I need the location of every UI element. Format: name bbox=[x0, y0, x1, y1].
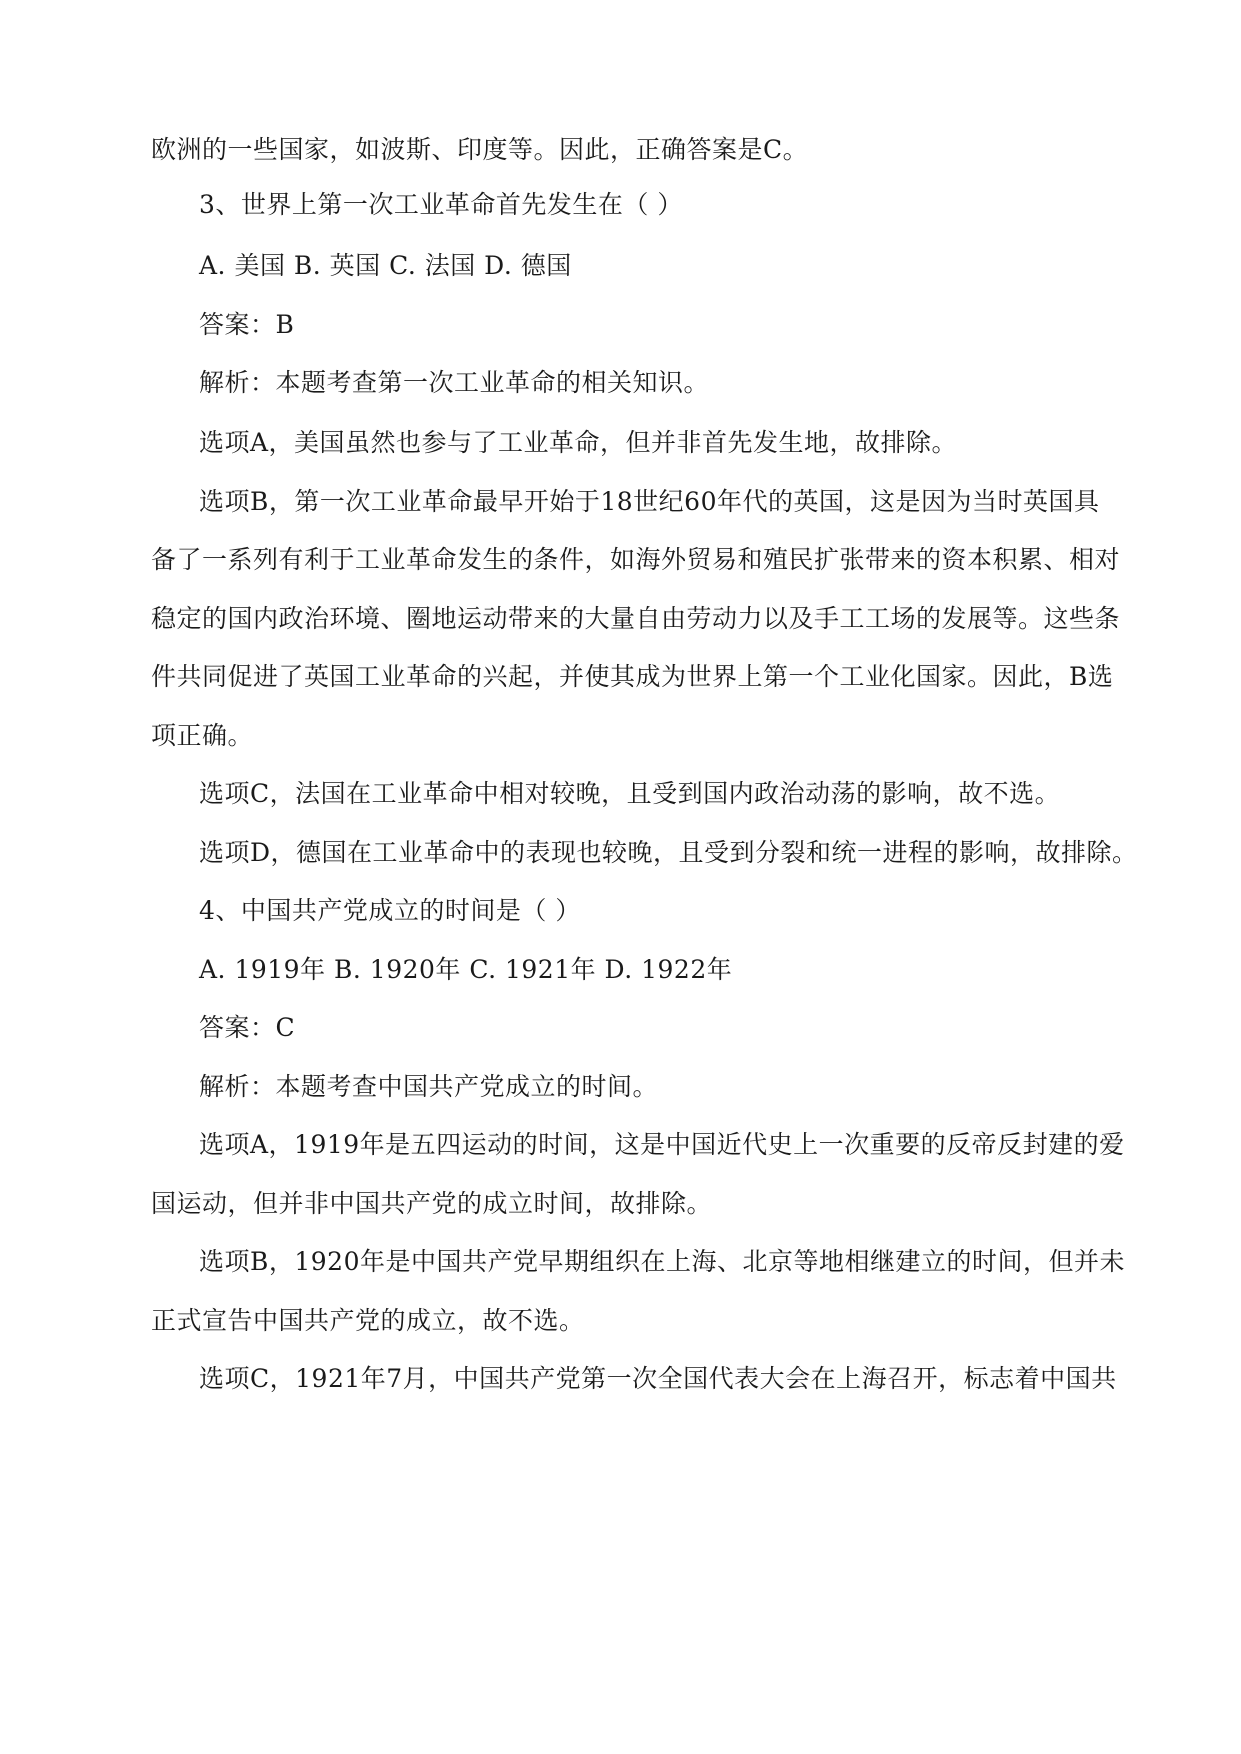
question-4-answer: 答案：C bbox=[199, 1013, 296, 1042]
question-3-answer: 答案：B bbox=[199, 310, 295, 339]
text-line: 备了一系列有利于工业革命发生的条件，如海外贸易和殖民扩张带来的资本积累、相对 bbox=[151, 545, 1121, 574]
text-line: 选项C，1921年7月，中国共产党第一次全国代表大会在上海召开，标志着中国共 bbox=[199, 1364, 1117, 1393]
text-line: 选项C，法国在工业革命中相对较晚，且受到国内政治动荡的影响，故不选。 bbox=[199, 779, 1061, 808]
text-line: 件共同促进了英国工业革命的兴起，并使其成为世界上第一个工业化国家。因此，B选 bbox=[151, 662, 1114, 691]
text-line: 正式宣告中国共产党的成立，故不选。 bbox=[151, 1306, 585, 1335]
question-3-options: A. 美国 B. 英国 C. 法国 D. 德国 bbox=[199, 251, 572, 280]
text-line: 项正确。 bbox=[151, 721, 254, 750]
text-line: 选项B，第一次工业革命最早开始于18世纪60年代的英国，这是因为当时英国具 bbox=[199, 487, 1100, 516]
text-line: 选项A，美国虽然也参与了工业革命，但并非首先发生地，故排除。 bbox=[199, 428, 958, 457]
question-4-analysis: 解析：本题考查中国共产党成立的时间。 bbox=[199, 1072, 659, 1101]
question-4-options: A. 1919年 B. 1920年 C. 1921年 D. 1922年 bbox=[199, 955, 733, 984]
question-4-stem: 4、中国共产党成立的时间是（ ） bbox=[199, 896, 581, 925]
text-line: 选项B，1920年是中国共产党早期组织在上海、北京等地相继建立的时间，但并未 bbox=[199, 1247, 1125, 1276]
text-line: 国运动，但并非中国共产党的成立时间，故排除。 bbox=[151, 1189, 713, 1218]
text-line: 稳定的国内政治环境、圈地运动带来的大量自由劳动力以及手工工场的发展等。这些条 bbox=[151, 604, 1121, 633]
question-3-stem: 3、世界上第一次工业革命首先发生在（ ） bbox=[199, 190, 683, 219]
text-line: 欧洲的一些国家，如波斯、印度等。因此，正确答案是C。 bbox=[151, 135, 809, 164]
text-line: 选项A，1919年是五四运动的时间，这是中国近代史上一次重要的反帝反封建的爱 bbox=[199, 1130, 1125, 1159]
question-3-analysis: 解析：本题考查第一次工业革命的相关知识。 bbox=[199, 368, 710, 397]
text-line: 选项D，德国在工业革命中的表现也较晚，且受到分裂和统一进程的影响，故排除。 bbox=[199, 838, 1138, 867]
